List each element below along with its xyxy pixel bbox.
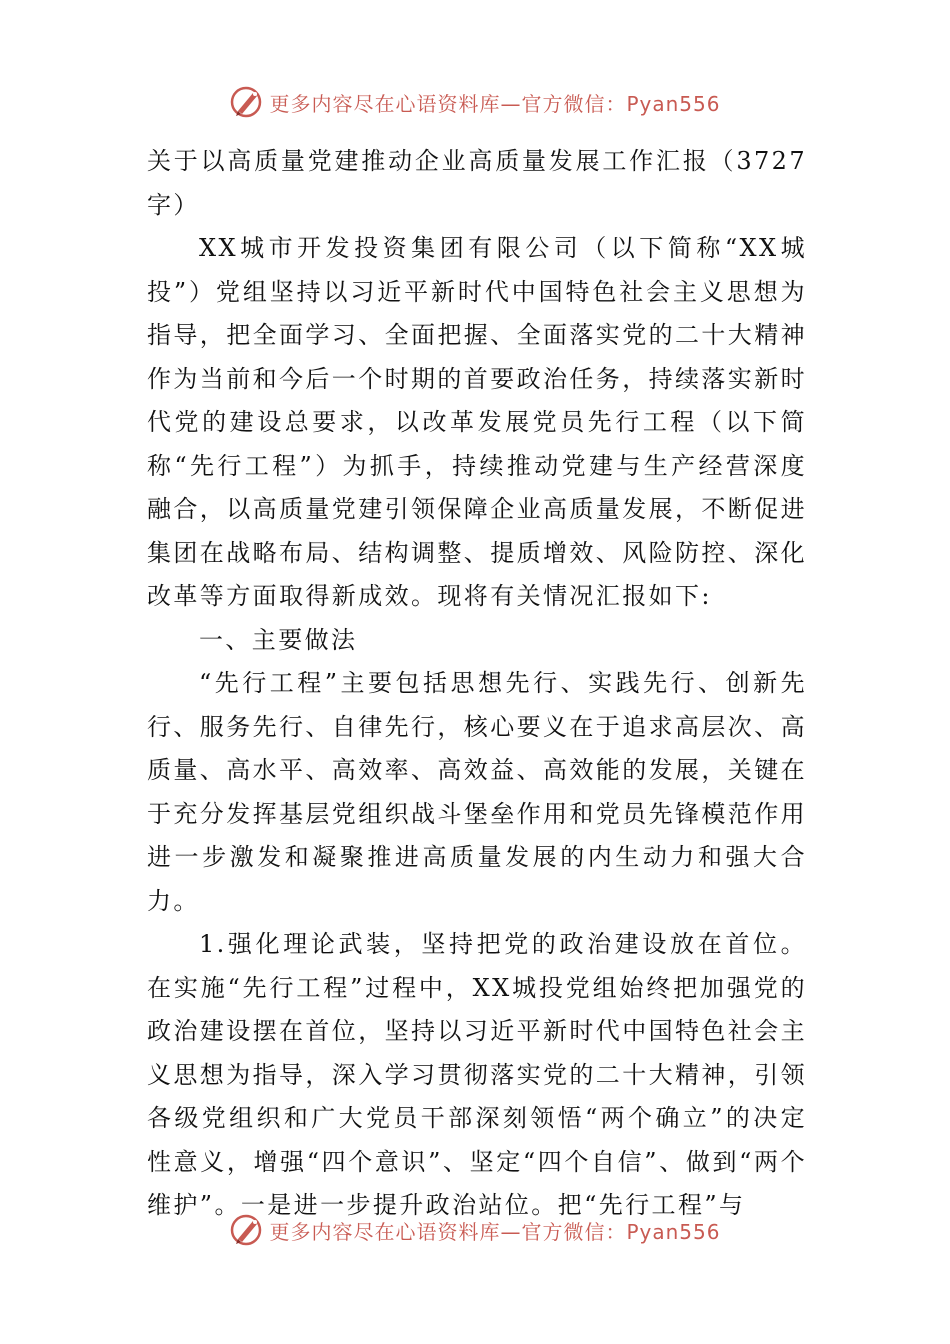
section-heading: 一、主要做法 [199, 625, 358, 654]
watermark-banner-top [0, 82, 950, 122]
pen-seal-logo-icon [229, 84, 265, 120]
document-body [147, 140, 807, 1228]
pen-seal-logo-icon [229, 1212, 265, 1248]
watermark-text: 更多内容尽在心语资料库—官方微信：Pyan556 [269, 1219, 721, 1244]
paragraph-pioneer-project: “先行工程”主要包括思想先行、实践先行、创新先行、服务先行、自律先行，核心要义在于追求高层次、高质量、高水平、高效率、高效益、高效能的发展，关键在于充分发挥基层党组织战斗堡垒作用和党员先锋模范作用进一步激发和凝聚推进高质量发展的内生动力和强大合力。 [147, 669, 807, 915]
paragraph-theory-armament: 1.强化理论武装，坚持把党的政治建设放在首位。在实施“先行工程”过程中，XX城投党组始终把加强党的政治建设摆在首位，坚持以习近平新时代中国特色社会主义思想为指导，深入学习贯彻落实党的二十大精神，引领各级党组织和广大党员干部深刻领悟“两个确立”的决定性意义，增强“四个意识”、坚定“四个自信”、做到“两个维护”。一是进一步提升政治站位。把“先行工程”与 [147, 930, 807, 1219]
watermark-banner-bottom [0, 1210, 950, 1250]
paragraph-intro: XX城市开发投资集团有限公司（以下简称“XX城投”）党组坚持以习近平新时代中国特色社会主义思想为指导，把全面学习、全面把握、全面落实党的二十大精神作为当前和今后一个时期的首要政治任务，持续落实新时代党的建设总要求，以改革发展党员先行工程（以下简称“先行工程”）为抓手，持续推动党建与生产经营深度融合，以高质量党建引领保障企业高质量发展，不断促进集团在战略布局、结构调整、提质增效、风险防控、深化改革等方面取得新成效。现将有关情况汇报如下: [147, 234, 807, 610]
watermark-text: 更多内容尽在心语资料库—官方微信：Pyan556 [269, 91, 721, 116]
document-title: 关于以高质量党建推动企业高质量发展工作汇报（3727字） [147, 147, 807, 219]
